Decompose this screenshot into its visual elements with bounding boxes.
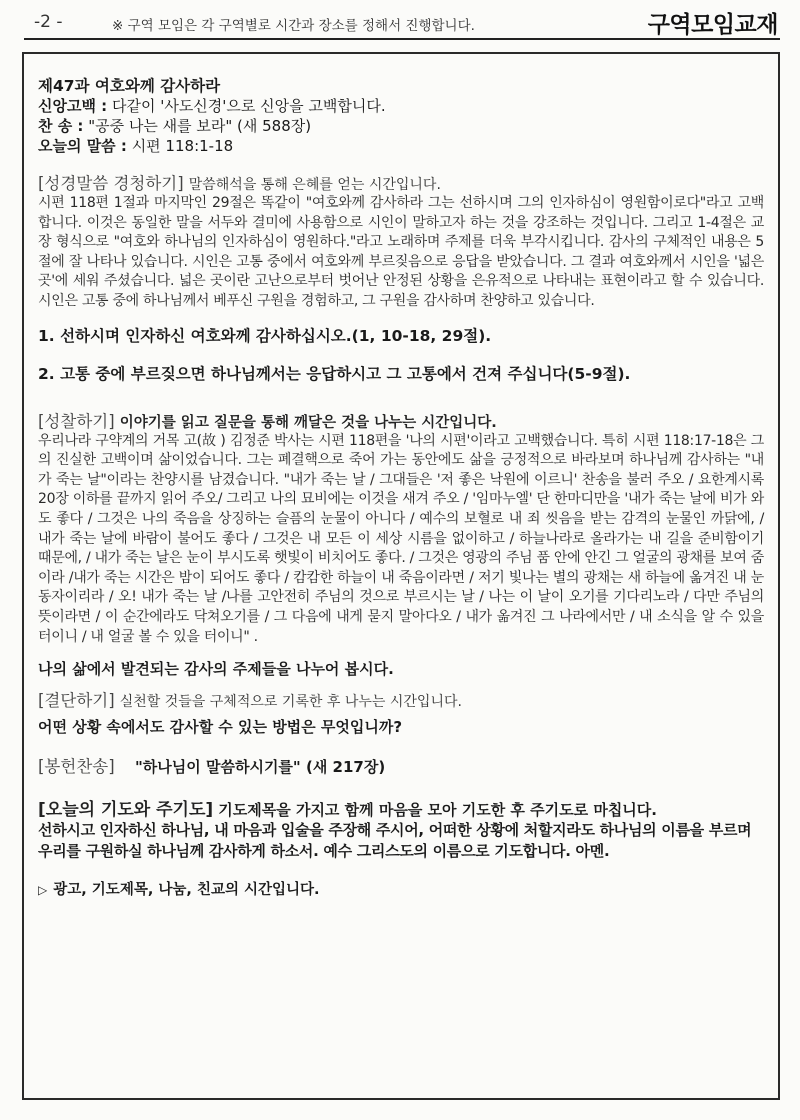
hymn-text: "공중 나는 새를 보라" (새 588장) xyxy=(88,117,312,135)
offering-label: [봉헌찬송] xyxy=(38,757,115,777)
header-rule xyxy=(24,38,780,40)
page-number: -2 - xyxy=(34,12,63,32)
confession-row xyxy=(38,96,764,116)
announcement-text: 광고, 기도제목, 나눔, 친교의 시간입니다. xyxy=(53,882,320,899)
prayer-heading xyxy=(38,795,764,820)
header-title: 구역모임교재 xyxy=(647,12,778,38)
decision-heading xyxy=(38,687,764,711)
reflection-label: [성찰하기] xyxy=(38,411,115,431)
hymn-row xyxy=(38,116,764,136)
lesson-title: 제47과 여호와께 감사하라 xyxy=(38,77,221,95)
scripture-text: 시편 118:1-18 xyxy=(131,137,234,155)
reflection-question: 나의 삶에서 발견되는 감사의 주제들을 나누어 봅시다. xyxy=(38,660,394,679)
scripture-row xyxy=(38,136,764,156)
reflection-body: 우리나라 구약계의 거목 고(故 ) 김정준 박사는 시편 118편을 '나의 시편'이라고 고백했습니다. 특히 시편 118:17-18은 그의 진실한 고백이며 삶이었습니다. 그는 폐결핵으로 죽어 가는 동안에도 삶을 긍정적으로 바라보며 하나님께 감사하는 "내가 죽는 날"이라는 찬양시를 남겼습니다. "내가 죽는 날 / 그대들은 '저 좋은 낙원에 이르니' 찬송을 불러 주오 / 요한계시록 20장 이하를 끝까지 읽어 주오/ 그리고 나의 묘비에는 이것을 새겨 주오 / '임마누엘' 단 한마디만을 '내가 죽는 날에 비가 와도 좋다 / 그것은 나의 죽음을 상징하는 슬픔의 눈물이 아니다 / 예수의 보혈로 내 죄 씻음을 받는 감격의 눈물인 까닭에, / 내가 죽는 날에 바람이 불어도 좋다 / 그것은 내 모든 이 세상 시름을 없이하고 / 하늘나라로 올라가는 내 길을 준비함이기 때문에, / 내가 죽는 날은 눈이 부시도록 햇빛이 비치어도 좋다. / 그것은 영광의 주님 품 안에 안긴 그 얼굴의 광채를 보여 줌이라 /내가 죽는 시간은 밤이 되어도 좋다 / 캄캄한 하늘이 내 죽음이라면 / 저기 빛나는 별의 광채는 새 하늘에 옮겨진 내 눈동자이리라 / 오! 내가 죽는 날 /나를 고안전히 주님의 것으로 부르시는 날 / 나는 이 날이 오기를 기다리노라 / 다만 주님의 뜻이라면 / 이 순간에라도 닥쳐오기를 / 그 다음에 내게 묻지 말아다오 / 내가 옮겨진 그 나라에서만 / 내 소식을 알 수 있을 터이니 / 내 얼굴 볼 수 있을 터이니" . xyxy=(38,432,764,645)
listening-desc: 말씀해석을 통해 은혜를 얻는 시간입니다. xyxy=(188,177,441,193)
point-2: 2. 고통 중에 부르짖으면 하나님께서는 응답하시고 그 고통에서 건져 주십니다(5-9절). xyxy=(38,364,631,383)
scripture-label: 오늘의 말씀 : xyxy=(38,137,127,155)
announcement xyxy=(38,878,764,899)
prayer-label: [오늘의 기도와 주기도] xyxy=(38,800,214,821)
confession-label: 신앙고백 : xyxy=(38,97,108,115)
decision-label: [결단하기] xyxy=(38,691,115,711)
page-header xyxy=(0,0,800,50)
decision-question: 어떤 상황 속에서도 감사할 수 있는 방법은 무엇입니까? xyxy=(38,718,403,737)
header-note: ※ 구역 모임은 각 구역별로 시간과 장소를 정해서 진행합니다. xyxy=(112,18,475,34)
confession-text: 다같이 '사도신경'으로 신앙을 고백합니다. xyxy=(111,97,386,115)
prayer-desc: 기도제목을 가지고 함께 마음을 모아 기도한 후 주기도로 마칩니다. xyxy=(218,801,657,820)
hymn-label: 찬 송 : xyxy=(38,117,84,135)
listening-heading xyxy=(38,170,764,194)
point-1: 1. 선하시며 인자하신 여호와께 감사하십시오.(1, 10-18, 29절). xyxy=(38,326,492,345)
lesson-content xyxy=(38,76,764,899)
prayer-text: 선하시고 인자하신 하나님, 내 마음과 입술을 주장해 주시어, 어떠한 상황에 처할지라도 하나님의 이름을 부르며 우리를 구원하실 하나님께 감사하게 하소서. 예수 그리스도의 이름으로 기도합니다. 아멘. xyxy=(38,821,752,861)
listening-body: 시편 118편 1절과 마지막인 29절은 똑같이 "여호와께 감사하라 그는 선하시며 그의 인자하심이 영원함이로다"라고 고백합니다. 이것은 동일한 말을 서두와 결미에 사용함으로 시인이 말하고자 하는 것을 강조하는 것입니다. 그리고 1-4절은 교장 형식으로 "여호와 하나님의 인자하심이 영원하다."라고 노래하며 주제를 더욱 부각시킵니다. 감사의 구체적인 내용은 5절에 잘 나타나 있습니다. 시인은 고통 중에서 여호와께 부르짖음으로 응답을 받았습니다. 그 결과 여호와께서 시인을 '넓은 곳'에 세워 주셨습니다. 넓은 곳이란 고난으로부터 벗어난 안정된 상황을 은유적으로 나타내는 표현이라고 할 수 있습니다. 시인은 고통 중에 하나님께서 베푸신 구원을 경험하고, 그 구원을 감사하며 찬양하고 있습니다. xyxy=(38,195,764,309)
reflection-heading xyxy=(38,408,764,432)
decision-desc: 실천할 것들을 구체적으로 기록한 후 나누는 시간입니다. xyxy=(119,694,462,711)
offering-hymn: "하나님이 말씀하시기를" (새 217장) xyxy=(134,758,386,777)
offering-row xyxy=(38,753,764,777)
reflection-desc: 이야기를 읽고 질문을 통해 깨달은 것을 나누는 시간입니다. xyxy=(119,414,497,431)
listening-label: [성경말씀 경청하기] xyxy=(38,174,184,193)
triangle-arrow-icon: ▷ xyxy=(38,883,48,898)
